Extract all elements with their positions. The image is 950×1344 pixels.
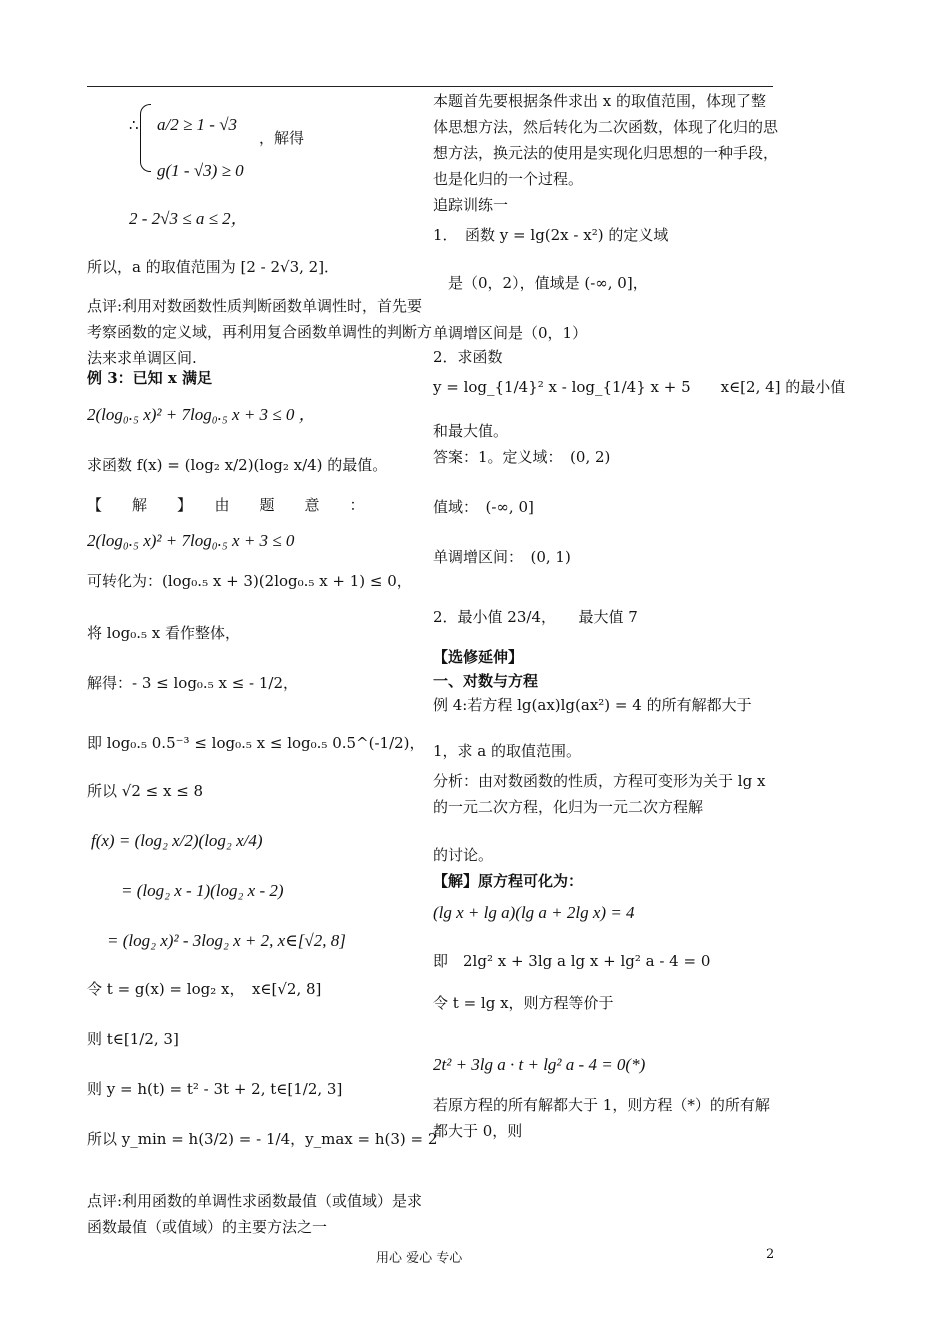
right-line-5: 2．求函数 xyxy=(433,348,503,366)
left-line-15: 即 log₀.₅ 0.5⁻³ ≤ log₀.₅ x ≤ log₀.₅ 0.5^(-1/2)， xyxy=(87,734,425,752)
right-line-1: 追踪训练一 xyxy=(433,196,509,214)
right-line-22: 2t² + 3lg a · t + lg² a - 4 = 0(*) xyxy=(433,1055,646,1074)
left-line-21: 则 t∈[1/2, 3] xyxy=(87,1030,179,1048)
right-line-21: 令 t = lg x，则方程等价于 xyxy=(433,994,614,1012)
header-rule xyxy=(87,86,773,87)
left-line-3: g(1 - √3) ≥ 0 xyxy=(157,161,244,180)
right-line-17: 的讨论。 xyxy=(433,846,494,864)
right-line-23: 若原方程的所有解都大于 1，则方程（*）的所有解都大于 0，则 xyxy=(433,1096,770,1140)
left-line-16: 所以 √2 ≤ x ≤ 8 xyxy=(87,782,204,800)
left-line-14: 解得：- 3 ≤ log₀.₅ x ≤ - 1/2， xyxy=(87,674,299,692)
page-number: 2 xyxy=(766,1247,775,1262)
right-line-14: 例 4:若方程 lg(ax)lg(ax²) = 4 的所有解都大于 xyxy=(433,696,752,714)
right-line-11: 2．最小值 23/4， 最大值 7 xyxy=(433,608,638,626)
left-line-11: 2(log₀.₅ x)² + 7log₀.₅ x + 3 ≤ 0 xyxy=(87,531,295,550)
left-line-4: 2 - 2√3 ≤ a ≤ 2， xyxy=(129,209,248,228)
right-line-2: 1． 函数 y = lg(2x - x²) 的定义域 xyxy=(433,226,669,244)
right-line-15: 1，求 a 的取值范围。 xyxy=(433,742,582,760)
left-line-13: 将 log₀.₅ x 看作整体， xyxy=(87,624,240,642)
left-line-20: 令 t = g(x) = log₂ x， x∈[√2, 8] xyxy=(87,980,322,998)
left-line-2: ，解得 xyxy=(259,129,305,147)
left-line-24: 点评:利用函数的单调性求函数最值（或值域）是求函数最值（或值域）的主要方法之一 xyxy=(87,1192,423,1236)
right-line-9: 值域： (-∞, 0] xyxy=(433,498,534,516)
left-line-5: 所以，a 的取值范围为 [2 - 2√3, 2]． xyxy=(87,258,340,276)
left-line-1: a/2 ≥ 1 - √3 xyxy=(157,115,238,134)
right-line-10: 单调增区间： (0, 1) xyxy=(433,548,571,566)
left-line-9: 求函数 f(x) = (log₂ x/2)(log₂ x/4) 的最值。 xyxy=(87,456,388,474)
left-line-7: 例 3：已知 x 满足 xyxy=(87,369,213,387)
left-line-6: 点评:利用对数函数性质判断函数单调性时，首先要考察函数的定义域，再利用复合函数单调性的判断方法来求单调区间. xyxy=(87,297,433,367)
right-line-13: 一、对数与方程 xyxy=(433,672,539,690)
right-line-12: 【选修延伸】 xyxy=(433,648,524,666)
left-line-12: 可转化为：(log₀.₅ x + 3)(2log₀.₅ x + 1) ≤ 0， xyxy=(87,572,412,590)
left-line-22: 则 y = h(t) = t² - 3t + 2, t∈[1/2, 3] xyxy=(87,1080,343,1098)
left-line-10: 【 解 】 由 题 意 ： xyxy=(87,496,365,514)
left-line-23: 所以 y_min = h(3/2) = - 1/4，y_max = h(3) = 2 xyxy=(87,1130,438,1148)
left-line-17: f(x) = (log₂ x/2)(log₂ x/4) xyxy=(91,831,263,850)
right-line-6: y = log_{1/4}² x - log_{1/4} x + 5 x∈[2, 4] 的最小值 xyxy=(433,378,846,396)
right-line-18: 【解】原方程可化为： xyxy=(433,872,584,890)
left-line-0: ∴ xyxy=(129,116,139,134)
right-line-8: 答案：1。定义域： (0, 2) xyxy=(433,448,611,466)
right-line-7: 和最大值。 xyxy=(433,422,509,440)
right-line-0: 本题首先要根据条件求出 x 的取值范围，体现了整体思想方法，然后转化为二次函数，体现了化归的思想方法，换元法的使用是实现化归思想的一种手段，也是化归的一个过程。 xyxy=(433,92,779,188)
right-line-16: 分析：由对数函数的性质，方程可变形为关于 lg x 的一元二次方程，化归为一元二次方程解 xyxy=(433,772,766,816)
left-line-19: = (log₂ x)² - 3log₂ x + 2, x∈[√2, 8] xyxy=(107,931,346,950)
right-line-20: 即 2lg² x + 3lg a lg x + lg² a - 4 = 0 xyxy=(433,952,711,970)
left-line-8: 2(log₀.₅ x)² + 7log₀.₅ x + 3 ≤ 0 ， xyxy=(87,405,316,424)
left-line-18: = (log₂ x - 1)(log₂ x - 2) xyxy=(121,881,284,900)
right-line-3: 是（0，2），值域是 (-∞, 0]， xyxy=(433,274,648,292)
right-line-19: (lg x + lg a)(lg a + 2lg x) = 4 xyxy=(433,903,635,922)
right-line-4: 单调增区间是（0，1） xyxy=(433,324,588,342)
footer-motto: 用心 爱心 专心 xyxy=(376,1251,463,1266)
